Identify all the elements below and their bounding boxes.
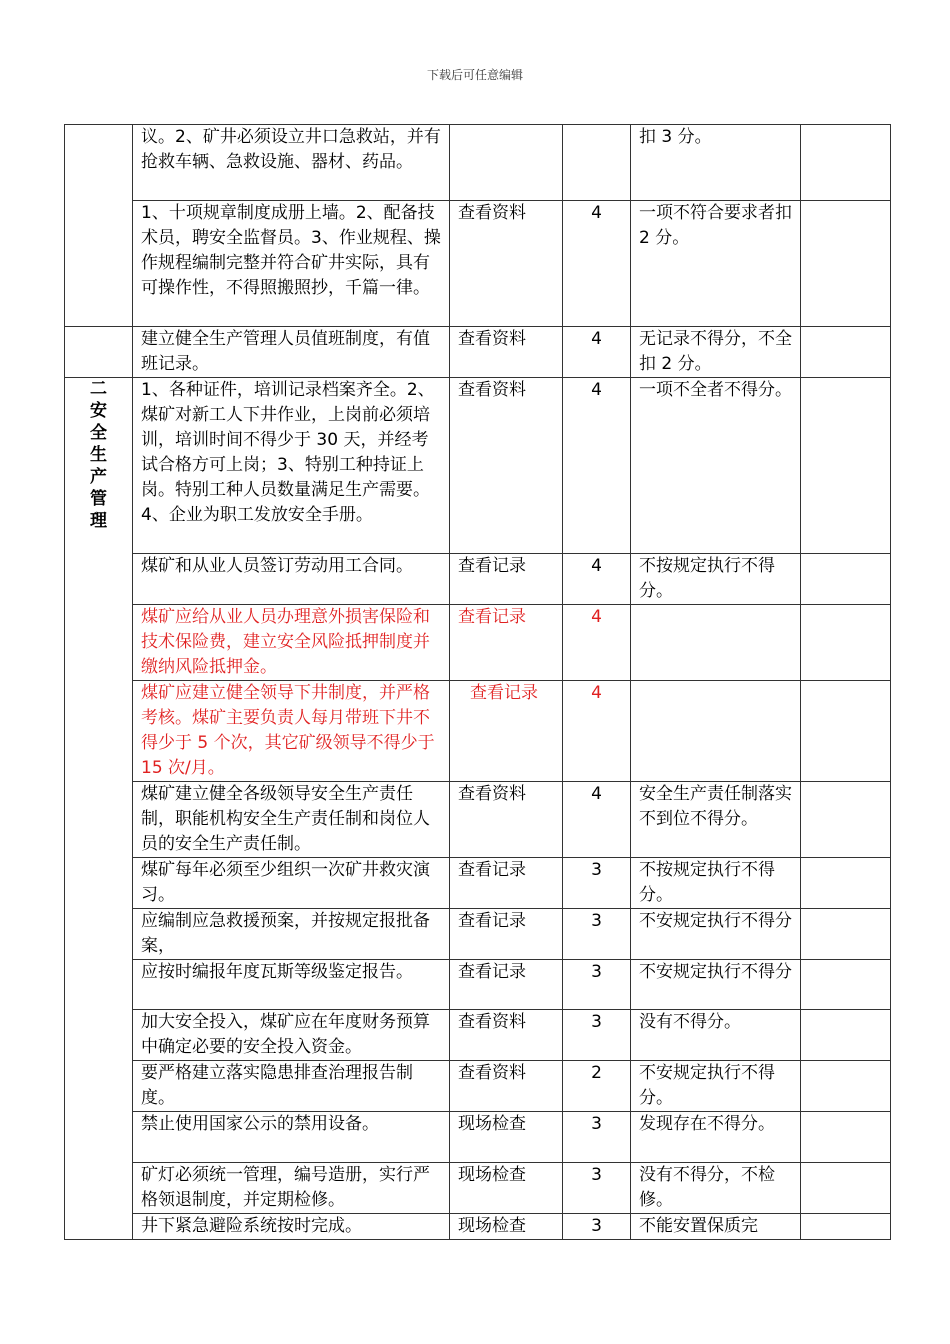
category-cell-empty [65,327,133,378]
method-cell [450,125,563,201]
method-cell: 查看资料 [450,782,563,858]
score-cell: 3 [563,1214,631,1240]
method-cell: 查看记录 [450,681,563,782]
method-cell: 现场检查 [450,1163,563,1214]
table-row [65,605,891,681]
content-cell: 建立健全生产管理人员值班制度，有值班记录。 [133,327,450,378]
table-row [65,782,891,858]
remark-cell [801,125,891,201]
table-row [65,1112,891,1163]
method-cell: 查看资料 [450,201,563,327]
table-row [65,1163,891,1214]
score-cell: 3 [563,909,631,960]
remark-cell [801,378,891,554]
remark-cell [801,327,891,378]
criteria-cell: 一项不全者不得分。 [631,378,801,554]
content-cell: 应编制应急救援预案，并按规定报批备案， [133,909,450,960]
method-cell: 查看记录 [450,605,563,681]
remark-cell [801,909,891,960]
criteria-cell: 无记录不得分，不全扣 2 分。 [631,327,801,378]
method-cell: 查看记录 [450,960,563,1010]
score-cell: 2 [563,1061,631,1112]
table-row [65,1214,891,1240]
score-cell: 4 [563,681,631,782]
score-cell: 3 [563,1010,631,1061]
content-cell: 要严格建立落实隐患排查治理报告制度。 [133,1061,450,1112]
remark-cell [801,1061,891,1112]
criteria-cell: 发现存在不得分。 [631,1112,801,1163]
content-cell: 煤矿和从业人员签订劳动用工合同。 [133,554,450,605]
inspection-table [64,124,891,1240]
method-cell: 查看记录 [450,858,563,909]
score-cell: 3 [563,1112,631,1163]
remark-cell [801,1214,891,1240]
category-cell-empty [65,125,133,327]
method-cell: 查看记录 [450,909,563,960]
content-cell: 煤矿建立健全各级领导安全生产责任制，职能机构安全生产责任制和岗位人员的安全生产责任制。 [133,782,450,858]
score-cell: 4 [563,605,631,681]
table-row [65,125,891,201]
table-row [65,1010,891,1061]
score-cell: 4 [563,327,631,378]
content-cell: 议。2、矿井必须设立井口急救站，并有抢救车辆、急救设施、器材、药品。 [133,125,450,201]
content-cell: 煤矿应给从业人员办理意外损害保险和技术保险费，建立安全风险抵押制度并缴纳风险抵押金。 [133,605,450,681]
criteria-cell: 没有不得分，不检修。 [631,1163,801,1214]
category-cell-safety-management [65,378,133,1240]
score-cell [563,125,631,201]
criteria-cell: 不安规定执行不得分。 [631,1061,801,1112]
criteria-cell: 不按规定执行不得分。 [631,554,801,605]
content-cell: 加大安全投入，煤矿应在年度财务预算中确定必要的安全投入资金。 [133,1010,450,1061]
remark-cell [801,605,891,681]
table-row [65,1061,891,1112]
table-row [65,201,891,327]
score-cell: 4 [563,554,631,605]
content-cell: 煤矿应建立健全领导下井制度，并严格考核。煤矿主要负责人每月带班下井不得少于 5 个次，其它矿级领导不得少于 15 次/月。 [133,681,450,782]
remark-cell [801,960,891,1010]
header-note: 下载后可任意编辑 [426,68,523,82]
remark-cell [801,201,891,327]
remark-cell [801,782,891,858]
table-row [65,681,891,782]
method-cell: 查看记录 [450,554,563,605]
criteria-cell: 没有不得分。 [631,1010,801,1061]
method-cell: 查看资料 [450,1010,563,1061]
table-row [65,909,891,960]
table-row [65,327,891,378]
content-cell: 禁止使用国家公示的禁用设备。 [133,1112,450,1163]
criteria-cell: 不安规定执行不得分 [631,960,801,1010]
table-row [65,960,891,1010]
table-row [65,554,891,605]
remark-cell [801,554,891,605]
criteria-cell: 不按规定执行不得分。 [631,858,801,909]
criteria-cell: 不能安置保质完 [631,1214,801,1240]
method-cell: 查看资料 [450,327,563,378]
table-row [65,858,891,909]
remark-cell [801,1010,891,1061]
criteria-cell [631,605,801,681]
score-cell: 3 [563,858,631,909]
criteria-cell [631,681,801,782]
method-cell: 查看资料 [450,1061,563,1112]
criteria-cell: 安全生产责任制落实不到位不得分。 [631,782,801,858]
method-cell: 现场检查 [450,1112,563,1163]
content-cell: 1、十项规章制度成册上墙。2、配备技术员，聘安全监督员。3、作业规程、操作规程编制完整并符合矿井实际，具有可操作性，不得照搬照抄，千篇一律。 [133,201,450,327]
remark-cell [801,681,891,782]
content-cell: 1、各种证件，培训记录档案齐全。2、煤矿对新工人下井作业，上岗前必须培训，培训时间不得少于 30 天，并经考试合格方可上岗；3、特别工种持证上岗。特别工种人员数量满足生产需要。4、企业为职工发放安全手册。 [133,378,450,554]
criteria-cell: 扣 3 分。 [631,125,801,201]
content-cell: 应按时编报年度瓦斯等级鉴定报告。 [133,960,450,1010]
method-cell: 查看资料 [450,378,563,554]
table-row [65,378,891,554]
content-cell: 煤矿每年必须至少组织一次矿井救灾演习。 [133,858,450,909]
content-cell: 矿灯必须统一管理，编号造册，实行严格领退制度，并定期检修。 [133,1163,450,1214]
remark-cell [801,1112,891,1163]
category-label: 二 安 全 生 产 管 理 [90,379,107,531]
score-cell: 3 [563,960,631,1010]
remark-cell [801,1163,891,1214]
method-cell: 现场检查 [450,1214,563,1240]
criteria-cell: 一项不符合要求者扣 2 分。 [631,201,801,327]
score-cell: 4 [563,201,631,327]
score-cell: 4 [563,378,631,554]
remark-cell [801,858,891,909]
score-cell: 3 [563,1163,631,1214]
criteria-cell: 不安规定执行不得分 [631,909,801,960]
score-cell: 4 [563,782,631,858]
content-cell: 井下紧急避险系统按时完成。 [133,1214,450,1240]
